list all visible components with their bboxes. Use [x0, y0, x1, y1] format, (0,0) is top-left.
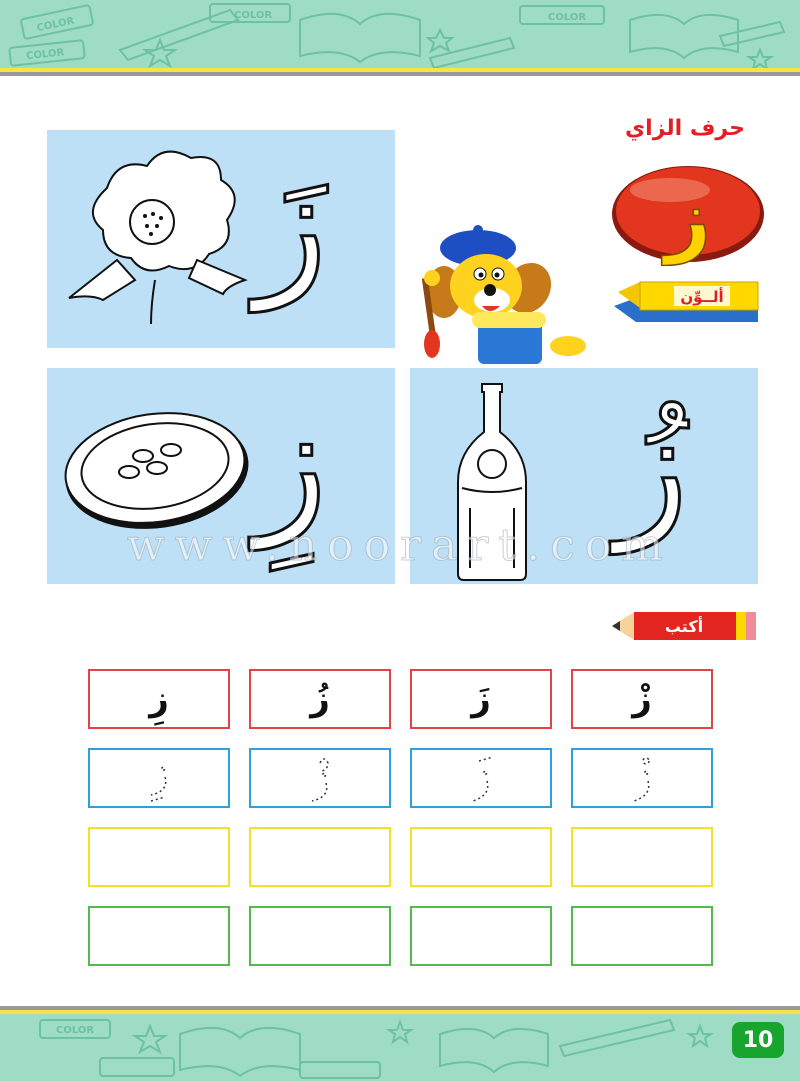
- printed-letter: ز: [310, 679, 330, 719]
- dog-mascot-icon: [418, 208, 590, 368]
- printed-letter: ز: [149, 679, 169, 719]
- page-number: 10: [732, 1022, 784, 1058]
- practice-box-empty[interactable]: [249, 906, 391, 966]
- practice-box-printed: [249, 669, 391, 729]
- practice-box-empty[interactable]: [410, 906, 552, 966]
- picture-panel-fatha: [47, 130, 395, 348]
- crayons-icon: [614, 278, 764, 324]
- practice-box-printed: [571, 669, 713, 729]
- top-banner: [0, 0, 800, 76]
- dotted-letter-trace: [451, 751, 511, 805]
- color-label: ألــوِّن: [680, 288, 724, 306]
- panel-letter: زِ: [255, 376, 328, 550]
- panel-letter: زُ: [616, 380, 689, 554]
- color-crayon-label: COLOR: [25, 47, 65, 63]
- write-label: أكتب: [664, 617, 704, 636]
- badge-letter: ز: [664, 172, 712, 265]
- practice-box-empty[interactable]: [249, 827, 391, 887]
- practice-box-empty[interactable]: [88, 906, 230, 966]
- color-crayon-label: COLOR: [548, 12, 587, 23]
- dotted-letter-trace: [129, 751, 189, 805]
- color-crayon-label: COLOR: [35, 15, 76, 35]
- watermark: www.noorart.com: [127, 520, 673, 571]
- panel-letter: زَ: [255, 138, 328, 312]
- practice-box-trace[interactable]: [571, 748, 713, 808]
- flower-icon: [47, 130, 395, 348]
- practice-box-empty[interactable]: [571, 827, 713, 887]
- practice-box-trace[interactable]: [410, 748, 552, 808]
- school-supplies-pattern: [0, 0, 800, 76]
- page-title: حرف الزاي: [625, 116, 745, 141]
- dotted-letter-trace: [290, 751, 350, 805]
- practice-box-trace[interactable]: [249, 748, 391, 808]
- bottom-banner: [0, 1006, 800, 1081]
- printed-letter: ز: [471, 679, 491, 719]
- practice-box-printed: [88, 669, 230, 729]
- color-crayon-label: COLOR: [56, 1025, 95, 1036]
- practice-box-empty[interactable]: [410, 827, 552, 887]
- dotted-letter-trace: [612, 751, 672, 805]
- pencil-icon: [612, 606, 758, 646]
- printed-letter: ز: [632, 679, 652, 719]
- letter-badge: [610, 162, 766, 266]
- practice-box-empty[interactable]: [88, 827, 230, 887]
- practice-box-trace[interactable]: [88, 748, 230, 808]
- practice-box-empty[interactable]: [571, 906, 713, 966]
- color-crayon-label: COLOR: [234, 10, 273, 21]
- school-supplies-pattern: [0, 1006, 800, 1081]
- practice-box-printed: [410, 669, 552, 729]
